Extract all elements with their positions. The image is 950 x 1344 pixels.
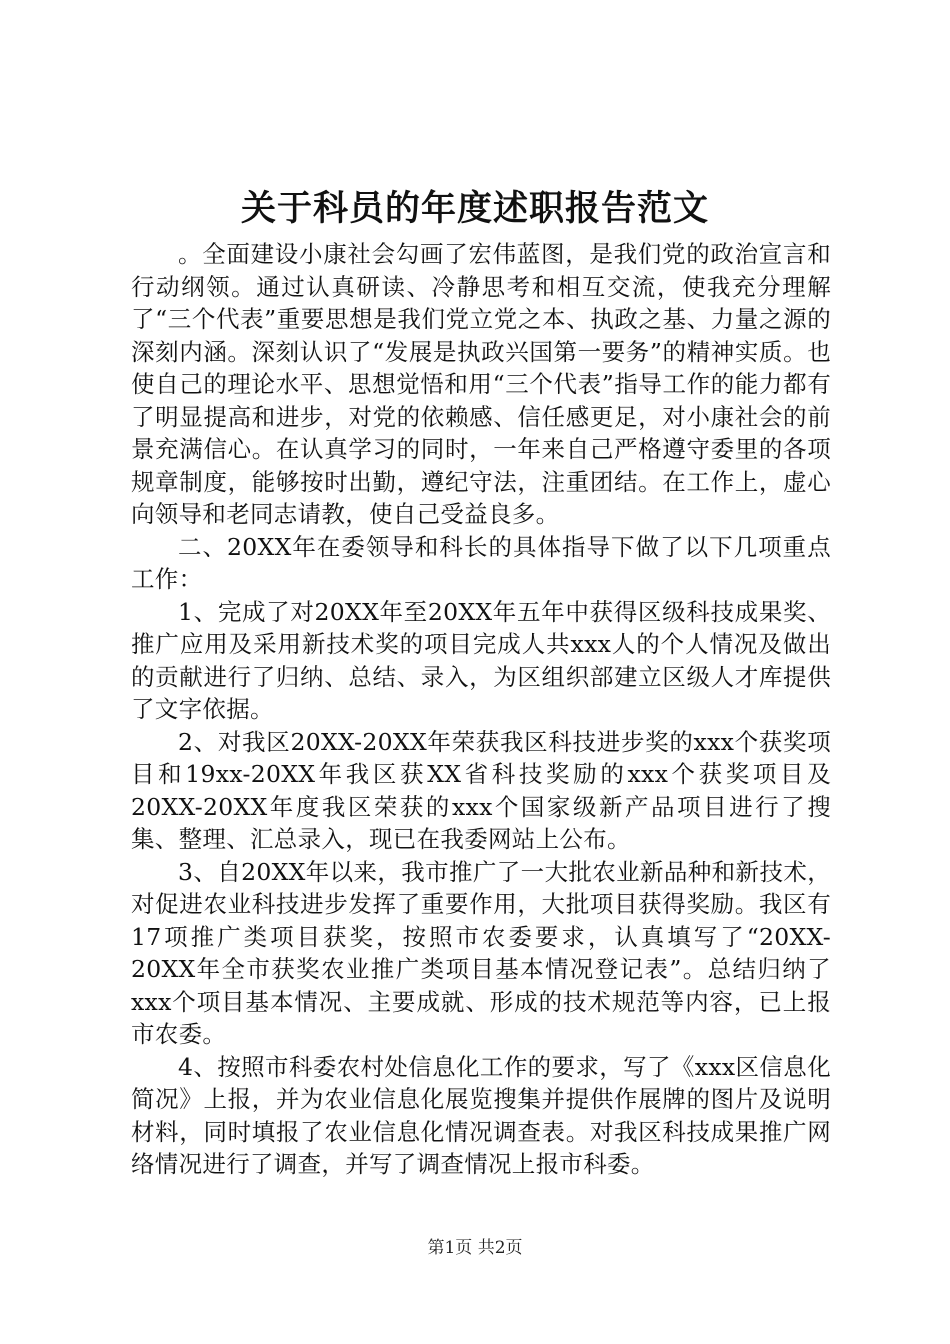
paragraph-intro: 。全面建设小康社会勾画了宏伟蓝图，是我们党的政治宣言和行动纲领。通过认真研读、冷静思考和相互交流，使我充分理解了“三个代表”重要思想是我们党立党之本、执政之基、力量之源的深刻内涵。深刻认识了“发展是执政兴国第一要务”的精神实质。也使自己的理论水平、思想觉悟和用“三个代表”指导工作的能力都有了明显提高和进步，对党的依赖感、信任感更足，对小康社会的前景充满信心。在认真学习的同时，一年来自己严格遵守委里的各项规章制度，能够按时出勤，遵纪守法，注重团结。在工作上，虚心向领导和老同志请教，使自己受益良多。 [131, 240, 831, 528]
paragraph-item-1: 1、完成了对20XX年至20XX年五年中获得区级科技成果奖、推广应用及采用新技术奖的项目完成人共xxx人的个人情况及做出的贡献进行了归纳、总结、录入，为区组织部建立区级人才库提供了文字依据。 [131, 597, 831, 723]
paragraph-section-two: 二、20XX年在委领导和科长的具体指导下做了以下几项重点工作： [131, 532, 831, 593]
paragraph-item-2: 2、对我区20XX-20XX年荣获我区科技进步奖的xxx个获奖项目和19xx-20XX年我区获XX省科技奖励的xxx个获奖项目及20XX-20XX年度我区荣获的xxx个国家级新产品项目进行了搜集、整理、汇总录入，现已在我委网站上公布。 [131, 727, 831, 853]
document-title: 关于科员的年度述职报告范文 [240, 188, 709, 229]
paragraph-item-4: 4、按照市科委农村处信息化工作的要求，写了《xxx区信息化简况》上报，并为农业信息化展览搜集并提供作展牌的图片及说明材料，同时填报了农业信息化情况调查表。对我区科技成果推广网络情况进行了调查，并写了调查情况上报市科委。 [131, 1052, 831, 1178]
page-number-footer: 第1页 共2页 [427, 1238, 523, 1258]
paragraph-item-3: 3、自20XX年以来，我市推广了一大批农业新品种和新技术，对促进农业科技进步发挥了重要作用，大批项目获得奖励。我区有17项推广类项目获奖，按照市农委要求，认真填写了“20XX-20XX年全市获奖农业推广类项目基本情况登记表”。总结归纳了xxx个项目基本情况、主要成就、形成的技术规范等内容，已上报市农委。 [131, 857, 831, 1048]
document-body [131, 238, 831, 1181]
